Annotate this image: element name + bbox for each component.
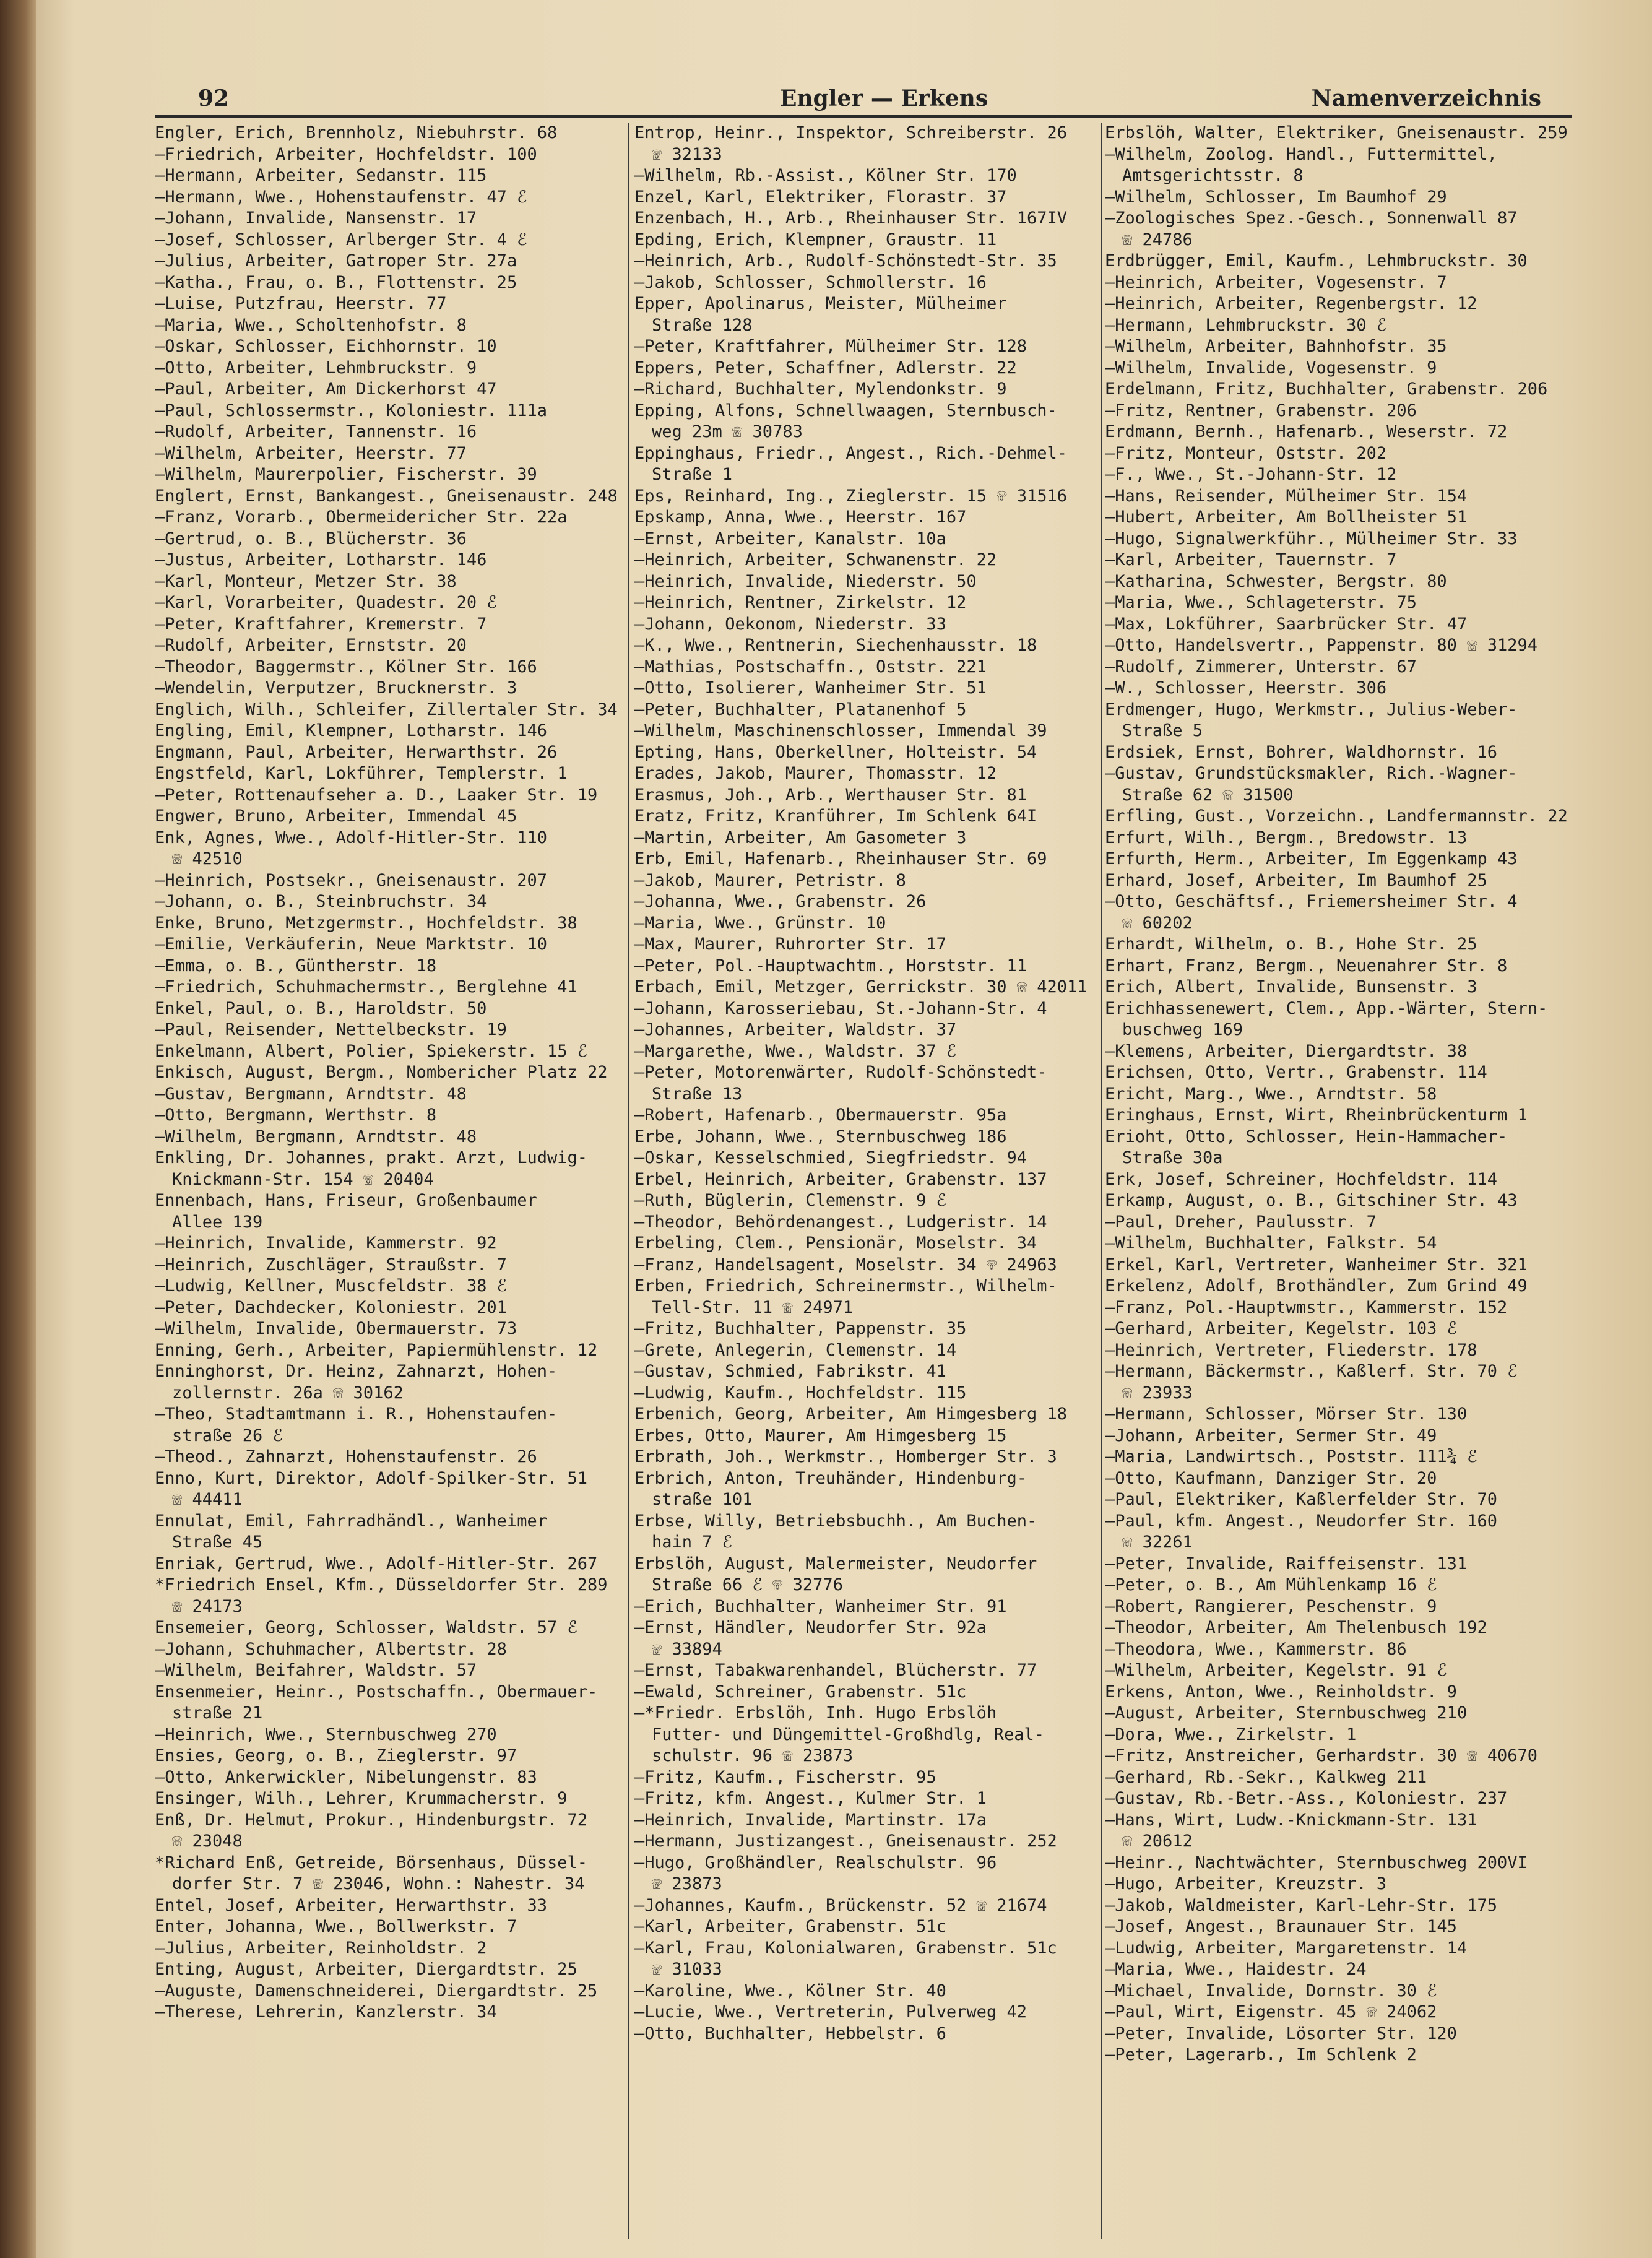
directory-entry: Erdbrügger, Emil, Kaufm., Lehmbruckstr. 30 — [1105, 251, 1528, 270]
directory-entry: ☏ 23933 — [1122, 1383, 1193, 1403]
directory-entry: Epper, Apolinarus, Meister, Mülheimer — [634, 294, 1007, 313]
directory-entry: Erbach, Emil, Metzger, Gerrickstr. 30 ☏ 42011 — [634, 977, 1088, 997]
directory-entry: Erhart, Franz, Bergm., Neuenahrer Str. 8 — [1105, 956, 1508, 975]
directory-entry: —Karl, Arbeiter, Grabenstr. 51c — [634, 1917, 946, 1936]
header-rule — [155, 115, 1572, 118]
directory-entry: —Karl, Monteur, Metzer Str. 38 — [155, 571, 457, 591]
directory-entry: Enk, Agnes, Wwe., Adolf-Hitler-Str. 110 — [155, 828, 547, 847]
directory-entry: Erfurt, Wilh., Bergm., Bredowstr. 13 — [1105, 828, 1468, 847]
directory-entry: —Hermann, Lehmbruckstr. 30 ℰ — [1105, 315, 1387, 335]
directory-entry: —Wilhelm, Beifahrer, Waldstr. 57 — [155, 1661, 477, 1680]
directory-entry: —Heinrich, Arbeiter, Regenbergstr. 12 — [1105, 294, 1477, 313]
directory-entry: —Otto, Arbeiter, Lehmbruckstr. 9 — [155, 358, 477, 378]
directory-entry: straße 26 ℰ — [172, 1425, 283, 1445]
directory-entry: —Friedrich, Arbeiter, Hochfeldstr. 100 — [155, 144, 537, 164]
directory-entry: —Otto, Handelsvertr., Pappenstr. 80 ☏ 31294 — [1105, 636, 1537, 655]
directory-entry: —Fritz, Buchhalter, Pappenstr. 35 — [634, 1319, 967, 1338]
directory-column-3 — [1105, 123, 1578, 2252]
directory-entry: —Hans, Reisender, Mülheimer Str. 154 — [1105, 486, 1468, 506]
directory-entry: —Paul, Dreher, Paulusstr. 7 — [1105, 1212, 1377, 1232]
directory-entry: —Gustav, Bergmann, Arndtstr. 48 — [155, 1084, 467, 1104]
directory-entry: —Katharina, Schwester, Bergstr. 80 — [1105, 571, 1447, 591]
directory-entry: schulstr. 96 ☏ 23873 — [652, 1746, 854, 1765]
directory-entry: —Julius, Arbeiter, Gatroper Str. 27a — [155, 251, 517, 270]
directory-entry: Eps, Reinhard, Ing., Zieglerstr. 15 ☏ 31516 — [634, 486, 1067, 506]
directory-entry: —Hermann, Arbeiter, Sedanstr. 115 — [155, 166, 487, 185]
directory-entry: ☏ 23048 — [172, 1832, 243, 1851]
directory-entry: —Wilhelm, Maschinenschlosser, Immendal 39 — [634, 721, 1047, 740]
directory-entry: Englich, Wilh., Schleifer, Zillertaler Str. 34 — [155, 699, 618, 719]
directory-entry: —Fritz, Kaufm., Fischerstr. 95 — [634, 1767, 936, 1787]
directory-entry: —Johann, Schuhmacher, Albertstr. 28 — [155, 1639, 507, 1659]
directory-entry: Enzenbach, H., Arb., Rheinhauser Str. 167IV — [634, 209, 1067, 228]
directory-entry: —Heinrich, Invalide, Martinstr. 17a — [634, 1810, 987, 1830]
directory-entry: Enriak, Gertrud, Wwe., Adolf-Hitler-Str. 267 — [155, 1554, 598, 1573]
directory-entry: *Richard Enß, Getreide, Börsenhaus, Düssel- — [155, 1853, 587, 1872]
page-number: 92 — [198, 85, 230, 111]
directory-entry: —Gerhard, Rb.-Sekr., Kalkweg 211 — [1105, 1767, 1427, 1787]
directory-entry: Erkamp, August, o. B., Gitschiner Str. 43 — [1105, 1191, 1518, 1210]
directory-column-2 — [634, 123, 1102, 2252]
directory-entry: Enzel, Karl, Elektriker, Florastr. 37 — [634, 187, 1007, 207]
directory-entry: Erbrich, Anton, Treuhänder, Hindenburg- — [634, 1468, 1027, 1488]
directory-entry: Englert, Ernst, Bankangest., Gneisenaustr. 248 — [155, 486, 618, 506]
running-title: Engler — Erkens — [780, 85, 988, 111]
directory-entry: —Johann, Invalide, Nansenstr. 17 — [155, 209, 477, 228]
directory-entry: Erdmenger, Hugo, Werkmstr., Julius-Weber- — [1105, 699, 1518, 719]
directory-entry: Erbeling, Clem., Pensionär, Moselstr. 34 — [634, 1234, 1037, 1253]
directory-entry: —Katha., Frau, o. B., Flottenstr. 25 — [155, 272, 517, 292]
directory-entry: —Wilhelm, Schlosser, Im Baumhof 29 — [1105, 187, 1447, 207]
directory-entry: —Paul, Elektriker, Kaßlerfelder Str. 70 — [1105, 1490, 1497, 1509]
directory-entry: —Emma, o. B., Güntherstr. 18 — [155, 956, 437, 975]
directory-entry: —Fritz, Rentner, Grabenstr. 206 — [1105, 400, 1417, 420]
directory-entry: Erkelenz, Adolf, Brothändler, Zum Grind 49 — [1105, 1276, 1528, 1296]
directory-entry: —Heinrich, Zuschläger, Straußstr. 7 — [155, 1255, 507, 1274]
directory-entry: —Wilhelm, Rb.-Assist., Kölner Str. 170 — [634, 166, 1017, 185]
directory-entry: Straße 128 — [652, 315, 753, 335]
directory-entry: Enno, Kurt, Direktor, Adolf-Spilker-Str. 51 — [155, 1468, 587, 1488]
directory-entry: —Luise, Putzfrau, Heerstr. 77 — [155, 294, 447, 313]
directory-entry: —Gustav, Schmied, Fabrikstr. 41 — [634, 1362, 946, 1381]
directory-entry: —Wilhelm, Arbeiter, Kegelstr. 91 ℰ — [1105, 1661, 1447, 1680]
directory-entry: Erbrath, Joh., Werkmstr., Homberger Str. 3 — [634, 1447, 1057, 1466]
directory-entry: —Heinrich, Invalide, Niederstr. 50 — [634, 571, 977, 591]
directory-entry: Enter, Johanna, Wwe., Bollwerkstr. 7 — [155, 1917, 517, 1936]
directory-entry: Enkisch, August, Bergm., Nombericher Platz 22 — [155, 1063, 608, 1082]
directory-entry: Enß, Dr. Helmut, Prokur., Hindenburgstr. 72 — [155, 1810, 587, 1830]
directory-entry: Straße 13 — [652, 1084, 743, 1104]
directory-entry: —Gertrud, o. B., Blücherstr. 36 — [155, 529, 467, 548]
directory-entry: —Ruth, Büglerin, Clemenstr. 9 ℰ — [634, 1191, 947, 1210]
directory-entry: ☏ 60202 — [1122, 913, 1193, 933]
directory-entry: —Theodor, Baggermstr., Kölner Str. 166 — [155, 657, 537, 677]
directory-entry: ☏ 32261 — [1122, 1533, 1193, 1552]
directory-entry: Erioht, Otto, Schlosser, Hein-Hammacher- — [1105, 1127, 1508, 1146]
directory-entry: —K., Wwe., Rentnerin, Siechenhausstr. 18 — [634, 636, 1037, 655]
directory-entry: —Oskar, Kesselschmied, Siegfriedstr. 94 — [634, 1148, 1027, 1167]
directory-entry: —Peter, o. B., Am Mühlenkamp 16 ℰ — [1105, 1575, 1437, 1594]
section-title: Namenverzeichnis — [1311, 85, 1541, 111]
directory-entry: Erb, Emil, Hafenarb., Rheinhauser Str. 69 — [634, 849, 1047, 868]
directory-entry: —Heinrich, Wwe., Sternbuschweg 270 — [155, 1724, 497, 1744]
directory-entry: Eppinghaus, Friedr., Angest., Rich.-Dehmel- — [634, 443, 1067, 463]
directory-entry: Erbslöh, Walter, Elektriker, Gneisenaustr. 259 — [1105, 123, 1568, 142]
directory-entry: Engmann, Paul, Arbeiter, Herwarthstr. 26 — [155, 742, 558, 762]
directory-entry: Enke, Bruno, Metzgermstr., Hochfeldstr. 38 — [155, 913, 577, 933]
directory-entry: —Heinrich, Arb., Rudolf-Schönstedt-Str. 35 — [634, 251, 1057, 270]
directory-entry: Erbse, Willy, Betriebsbuchh., Am Buchen- — [634, 1511, 1037, 1531]
directory-entry: —Peter, Rottenaufseher a. D., Laaker Str. 19 — [155, 785, 598, 805]
directory-entry: Straße 30a — [1122, 1148, 1223, 1167]
directory-entry: Enkling, Dr. Johannes, prakt. Arzt, Ludwig- — [155, 1148, 587, 1167]
directory-entry: ☏ 44411 — [172, 1490, 243, 1509]
directory-entry: —Paul, Schlossermstr., Koloniestr. 111a — [155, 400, 547, 420]
directory-entry: Entel, Josef, Arbeiter, Herwarthstr. 33 — [155, 1895, 547, 1915]
directory-entry: Straße 66 ℰ ☏ 32776 — [652, 1575, 843, 1594]
directory-entry: Tell-Str. 11 ☏ 24971 — [652, 1297, 854, 1317]
directory-entry: *Friedrich Ensel, Kfm., Düsseldorfer Str. 289 — [155, 1575, 608, 1594]
directory-entry: Erben, Friedrich, Schreinermstr., Wilhelm- — [634, 1276, 1057, 1296]
directory-entry: —Gustav, Grundstücksmakler, Rich.-Wagner- — [1105, 764, 1518, 783]
directory-entry: Erades, Jakob, Maurer, Thomasstr. 12 — [634, 764, 997, 783]
directory-entry: Erasmus, Joh., Arb., Werthauser Str. 81 — [634, 785, 1027, 805]
directory-entry: —Peter, Kraftfahrer, Kremerstr. 7 — [155, 614, 487, 634]
directory-entry: —Hermann, Schlosser, Mörser Str. 130 — [1105, 1404, 1468, 1424]
directory-entry: Erbes, Otto, Maurer, Am Himgesberg 15 — [634, 1425, 1007, 1445]
directory-entry: —Hermann, Wwe., Hohenstaufenstr. 47 ℰ — [155, 187, 527, 207]
directory-entry: —Ewald, Schreiner, Grabenstr. 51c — [634, 1682, 967, 1702]
directory-entry: Ensenmeier, Heinr., Postschaffn., Obermauer- — [155, 1682, 598, 1702]
directory-entry: Futter- und Düngemittel-Großhdlg, Real- — [652, 1724, 1044, 1744]
directory-entry: —Jakob, Waldmeister, Karl-Lehr-Str. 175 — [1105, 1895, 1497, 1915]
directory-entry: —Therese, Lehrerin, Kanzlerstr. 34 — [155, 2002, 497, 2022]
directory-entry: —Maria, Landwirtsch., Poststr. 111¾ ℰ — [1105, 1447, 1477, 1466]
directory-entry: —Ernst, Tabakwarenhandel, Blücherstr. 77 — [634, 1661, 1037, 1680]
directory-entry: —Jakob, Schlosser, Schmollerstr. 16 — [634, 272, 987, 292]
directory-entry: Entrop, Heinr., Inspektor, Schreiberstr. 26 — [634, 123, 1067, 142]
directory-entry: —August, Arbeiter, Sternbuschweg 210 — [1105, 1703, 1468, 1723]
directory-entry: —Karl, Vorarbeiter, Quadestr. 20 ℰ — [155, 593, 497, 612]
directory-entry: —Maria, Wwe., Scholtenhofstr. 8 — [155, 315, 467, 335]
directory-entry: —Karoline, Wwe., Kölner Str. 40 — [634, 1981, 946, 2001]
directory-entry: Erdelmann, Fritz, Buchhalter, Grabenstr. 206 — [1105, 379, 1548, 399]
directory-entry: —Hubert, Arbeiter, Am Bollheister 51 — [1105, 508, 1468, 527]
directory-entry: —Wilhelm, Maurerpolier, Fischerstr. 39 — [155, 465, 537, 484]
directory-entry: ☏ 42510 — [172, 849, 243, 868]
directory-entry: Erich, Albert, Invalide, Bunsenstr. 3 — [1105, 977, 1477, 997]
directory-entry: —Theodor, Behördenangest., Ludgeristr. 14 — [634, 1212, 1047, 1232]
directory-entry: —Wilhelm, Bergmann, Arndtstr. 48 — [155, 1127, 477, 1146]
directory-entry: —Theodor, Arbeiter, Am Thelenbusch 192 — [1105, 1618, 1487, 1637]
page-header — [155, 85, 1541, 116]
directory-entry: —Jakob, Maurer, Petristr. 8 — [634, 870, 906, 890]
directory-entry: —Klemens, Arbeiter, Diergardtstr. 38 — [1105, 1041, 1468, 1061]
directory-entry: Ensies, Georg, o. B., Zieglerstr. 97 — [155, 1746, 517, 1765]
directory-entry: —Ludwig, Kaufm., Hochfeldstr. 115 — [634, 1383, 967, 1403]
directory-entry: —Karl, Frau, Kolonialwaren, Grabenstr. 51c — [634, 1938, 1057, 1958]
directory-entry: —Dora, Wwe., Zirkelstr. 1 — [1105, 1724, 1357, 1744]
directory-entry: —Robert, Hafenarb., Obermauerstr. 95a — [634, 1105, 1007, 1125]
directory-entry: —Fritz, Anstreicher, Gerhardstr. 30 ☏ 40670 — [1105, 1746, 1537, 1765]
directory-entry: ☏ 24786 — [1122, 230, 1193, 249]
directory-entry: Engstfeld, Karl, Lokführer, Templerstr. 1 — [155, 764, 568, 783]
directory-entry: —Wilhelm, Zoolog. Handl., Futtermittel, — [1105, 144, 1497, 164]
directory-entry: —Fritz, Monteur, Oststr. 202 — [1105, 443, 1387, 463]
directory-entry: —Rudolf, Arbeiter, Tannenstr. 16 — [155, 422, 477, 441]
directory-entry: —Rudolf, Arbeiter, Ernststr. 20 — [155, 636, 467, 655]
directory-entry: —Paul, Arbeiter, Am Dickerhorst 47 — [155, 379, 497, 399]
directory-entry: —Grete, Anlegerin, Clemenstr. 14 — [634, 1340, 957, 1360]
directory-entry: —Karl, Arbeiter, Tauernstr. 7 — [1105, 550, 1397, 569]
directory-entry: —Heinr., Nachtwächter, Sternbuschweg 200VI — [1105, 1853, 1528, 1872]
directory-entry: —Margarethe, Wwe., Waldstr. 37 ℰ — [634, 1041, 957, 1061]
directory-entry: —Hugo, Signalwerkführ., Mülheimer Str. 33 — [1105, 529, 1518, 548]
directory-entry: Epting, Hans, Oberkellner, Holteistr. 54 — [634, 742, 1037, 762]
directory-entry: —Zoologisches Spez.-Gesch., Sonnenwall 87 — [1105, 209, 1518, 228]
directory-entry: —Oskar, Schlosser, Eichhornstr. 10 — [155, 337, 497, 356]
directory-entry: —Maria, Wwe., Grünstr. 10 — [634, 913, 886, 933]
directory-entry: —Ernst, Arbeiter, Kanalstr. 10a — [634, 529, 946, 548]
directory-entry: Erk, Josef, Schreiner, Hochfeldstr. 114 — [1105, 1169, 1497, 1189]
directory-entry: Enkelmann, Albert, Polier, Spiekerstr. 15 ℰ — [155, 1041, 588, 1061]
directory-entry: Eratz, Fritz, Kranführer, Im Schlenk 64I — [634, 807, 1037, 826]
directory-entry: Straße 5 — [1122, 721, 1203, 740]
directory-entry: Enninghorst, Dr. Heinz, Zahnarzt, Hohen- — [155, 1362, 558, 1381]
directory-entry: —Michael, Invalide, Dornstr. 30 ℰ — [1105, 1981, 1437, 2001]
directory-entry: hain 7 ℰ — [652, 1533, 733, 1552]
directory-entry: —Johanna, Wwe., Grabenstr. 26 — [634, 892, 927, 911]
book-spine-shadow — [0, 0, 36, 2258]
directory-entry: —Friedrich, Schuhmachermstr., Berglehne 41 — [155, 977, 577, 997]
directory-entry: Erbe, Johann, Wwe., Sternbuschweg 186 — [634, 1127, 1007, 1146]
directory-entry: Erfling, Gust., Vorzeichn., Landfermannstr. 22 — [1105, 807, 1568, 826]
directory-entry: —Robert, Rangierer, Peschenstr. 9 — [1105, 1596, 1437, 1616]
directory-entry: Erbslöh, August, Malermeister, Neudorfer — [634, 1554, 1037, 1573]
directory-entry: —Max, Lokführer, Saarbrücker Str. 47 — [1105, 614, 1468, 634]
directory-entry: straße 21 — [172, 1703, 263, 1723]
directory-entry: —Gerhard, Arbeiter, Kegelstr. 103 ℰ — [1105, 1319, 1458, 1338]
directory-entry: —Johannes, Arbeiter, Waldstr. 37 — [634, 1020, 957, 1039]
directory-entry: Erhard, Josef, Arbeiter, Im Baumhof 25 — [1105, 870, 1487, 890]
directory-entry: —Heinrich, Vertreter, Fliederstr. 178 — [1105, 1340, 1477, 1360]
directory-entry: —Paul, kfm. Angest., Neudorfer Str. 160 — [1105, 1511, 1497, 1531]
directory-entry: —Johann, Arbeiter, Sermer Str. 49 — [1105, 1425, 1437, 1445]
directory-entry: ☏ 20612 — [1122, 1832, 1193, 1851]
directory-entry: Engler, Erich, Brennholz, Niebuhrstr. 68 — [155, 123, 558, 142]
directory-entry: ☏ 33894 — [652, 1639, 722, 1659]
directory-entry: —Theodora, Wwe., Kammerstr. 86 — [1105, 1639, 1407, 1659]
directory-entry: —Theod., Zahnarzt, Hohenstaufenstr. 26 — [155, 1447, 537, 1466]
directory-entry: ☏ 24173 — [172, 1596, 243, 1616]
directory-entry: —Max, Maurer, Ruhrorter Str. 17 — [634, 935, 946, 954]
directory-column-1 — [155, 123, 622, 2252]
directory-entry: —Otto, Ankerwickler, Nibelungenstr. 83 — [155, 1767, 537, 1787]
directory-entry: Straße 45 — [172, 1533, 263, 1552]
directory-entry: —Johann, Oekonom, Niederstr. 33 — [634, 614, 946, 634]
directory-entry: buschweg 169 — [1122, 1020, 1243, 1039]
directory-entry: —Martin, Arbeiter, Am Gasometer 3 — [634, 828, 967, 847]
directory-entry: —Peter, Motorenwärter, Rudolf-Schönstedt- — [634, 1063, 1047, 1082]
directory-entry: —Fritz, kfm. Angest., Kulmer Str. 1 — [634, 1789, 987, 1808]
directory-entry: —F., Wwe., St.-Johann-Str. 12 — [1105, 465, 1397, 484]
directory-entry: —Richard, Buchhalter, Mylendonkstr. 9 — [634, 379, 1007, 399]
directory-entry: Erdmann, Bernh., Hafenarb., Weserstr. 72 — [1105, 422, 1508, 441]
directory-entry: —Franz, Handelsagent, Moselstr. 34 ☏ 24963 — [634, 1255, 1057, 1274]
directory-entry: —Gustav, Rb.-Betr.-Ass., Koloniestr. 237 — [1105, 1789, 1508, 1808]
directory-entry: —Peter, Buchhalter, Platanenhof 5 — [634, 699, 967, 719]
directory-entry: —Auguste, Damenschneiderei, Diergardtstr. 25 — [155, 1981, 598, 2001]
directory-entry: Epding, Erich, Klempner, Graustr. 11 — [634, 230, 997, 249]
directory-entry: Allee 139 — [172, 1212, 263, 1232]
directory-entry: —*Friedr. Erbslöh, Inh. Hugo Erbslöh — [634, 1703, 997, 1723]
directory-entry: Amtsgerichtsstr. 8 — [1122, 166, 1304, 185]
directory-entry: Erbenich, Georg, Arbeiter, Am Himgesberg 18 — [634, 1404, 1067, 1424]
directory-entry: Knickmann-Str. 154 ☏ 20404 — [172, 1169, 434, 1189]
directory-entry: —Josef, Schlosser, Arlberger Str. 4 ℰ — [155, 230, 527, 249]
directory-entry: —Heinrich, Invalide, Kammerstr. 92 — [155, 1234, 497, 1253]
directory-entry: —Theo, Stadtamtmann i. R., Hohenstaufen- — [155, 1404, 558, 1424]
directory-entry: —Johann, o. B., Steinbruchstr. 34 — [155, 892, 487, 911]
directory-entry: weg 23m ☏ 30783 — [652, 422, 803, 441]
directory-entry: —Otto, Isolierer, Wanheimer Str. 51 — [634, 678, 987, 698]
directory-entry: —Hugo, Arbeiter, Kreuzstr. 3 — [1105, 1874, 1387, 1893]
directory-entry: Erfurth, Herm., Arbeiter, Im Eggenkamp 43 — [1105, 849, 1518, 868]
directory-entry: zollernstr. 26a ☏ 30162 — [172, 1383, 404, 1403]
directory-entry: Enkel, Paul, o. B., Haroldstr. 50 — [155, 998, 487, 1018]
directory-entry: Straße 62 ☏ 31500 — [1122, 785, 1294, 805]
directory-entry: Ennulat, Emil, Fahrradhändl., Wanheimer — [155, 1511, 547, 1531]
directory-entry: Epskamp, Anna, Wwe., Heerstr. 167 — [634, 508, 967, 527]
directory-entry: —Wilhelm, Buchhalter, Falkstr. 54 — [1105, 1234, 1437, 1253]
directory-entry: —Franz, Pol.-Hauptwmstr., Kammerstr. 152 — [1105, 1297, 1508, 1317]
directory-entry: —Peter, Lagerarb., Im Schlenk 2 — [1105, 2045, 1417, 2064]
directory-entry: —Maria, Wwe., Haidestr. 24 — [1105, 1960, 1367, 1979]
directory-entry: ☏ 23873 — [652, 1874, 722, 1893]
directory-entry: Erbel, Heinrich, Arbeiter, Grabenstr. 137 — [634, 1169, 1047, 1189]
directory-entry: straße 101 — [652, 1490, 753, 1509]
directory-entry: Engwer, Bruno, Arbeiter, Immendal 45 — [155, 807, 517, 826]
directory-entry: Engling, Emil, Klempner, Lotharstr. 146 — [155, 721, 547, 740]
directory-entry: —Peter, Kraftfahrer, Mülheimer Str. 128 — [634, 337, 1027, 356]
directory-entry: Enning, Gerh., Arbeiter, Papiermühlenstr. 12 — [155, 1340, 598, 1360]
directory-entry: —Hermann, Bäckermstr., Kaßlerf. Str. 70 ℰ — [1105, 1362, 1518, 1381]
directory-entry: —W., Schlosser, Heerstr. 306 — [1105, 678, 1387, 698]
column-divider — [628, 123, 629, 2239]
directory-entry: dorfer Str. 7 ☏ 23046, Wohn.: Nahestr. 34 — [172, 1874, 585, 1893]
directory-entry: —Emilie, Verkäuferin, Neue Marktstr. 10 — [155, 935, 547, 954]
directory-entry: —Johann, Karosseriebau, St.-Johann-Str. 4 — [634, 998, 1047, 1018]
directory-entry: —Franz, Vorarb., Obermeidericher Str. 22a — [155, 508, 568, 527]
directory-entry: —Peter, Dachdecker, Koloniestr. 201 — [155, 1297, 507, 1317]
directory-entry: —Heinrich, Rentner, Zirkelstr. 12 — [634, 593, 967, 612]
directory-entry: —Wendelin, Verputzer, Brucknerstr. 3 — [155, 678, 517, 698]
directory-entry: Eppers, Peter, Schaffner, Adlerstr. 22 — [634, 358, 1017, 378]
directory-entry: —Wilhelm, Arbeiter, Heerstr. 77 — [155, 443, 467, 463]
directory-entry: Straße 1 — [652, 465, 733, 484]
directory-entry: —Heinrich, Arbeiter, Vogesenstr. 7 — [1105, 272, 1447, 292]
directory-entry: Enting, August, Arbeiter, Diergardtstr. 25 — [155, 1960, 577, 1979]
directory-entry: —Erich, Buchhalter, Wanheimer Str. 91 — [634, 1596, 1007, 1616]
directory-entry: Erichhassenewert, Clem., App.-Wärter, Stern- — [1105, 998, 1548, 1018]
directory-entry: —Julius, Arbeiter, Reinholdstr. 2 — [155, 1938, 487, 1958]
directory-entry: —Wilhelm, Invalide, Vogesenstr. 9 — [1105, 358, 1437, 378]
directory-entry: —Peter, Invalide, Lösorter Str. 120 — [1105, 2023, 1457, 2043]
directory-entry: —Maria, Wwe., Schlageterstr. 75 — [1105, 593, 1417, 612]
directory-entry: —Johannes, Kaufm., Brückenstr. 52 ☏ 21674 — [634, 1895, 1047, 1915]
directory-entry: ☏ 32133 — [652, 144, 722, 164]
directory-entry: Ennenbach, Hans, Friseur, Großenbaumer — [155, 1191, 537, 1210]
directory-entry: Erkens, Anton, Wwe., Reinholdstr. 9 — [1105, 1682, 1457, 1702]
directory-entry: —Otto, Buchhalter, Hebbelstr. 6 — [634, 2023, 946, 2043]
directory-entry: —Paul, Wirt, Eigenstr. 45 ☏ 24062 — [1105, 2002, 1437, 2022]
directory-entry: —Heinrich, Arbeiter, Schwanenstr. 22 — [634, 550, 997, 569]
directory-entry: —Otto, Bergmann, Werthstr. 8 — [155, 1105, 437, 1125]
directory-entry: Ensinger, Wilh., Lehrer, Krummacherstr. 9 — [155, 1789, 568, 1808]
directory-entry: —Ludwig, Kellner, Muscfeldstr. 38 ℰ — [155, 1276, 508, 1296]
directory-entry: —Ernst, Händler, Neudorfer Str. 92a — [634, 1618, 987, 1637]
directory-entry: —Peter, Pol.-Hauptwachtm., Horststr. 11 — [634, 956, 1027, 975]
directory-entry: Epping, Alfons, Schnellwaagen, Sternbusch- — [634, 400, 1057, 420]
directory-entry: Erichsen, Otto, Vertr., Grabenstr. 114 — [1105, 1063, 1487, 1082]
directory-entry: Erdsiek, Ernst, Bohrer, Waldhornstr. 16 — [1105, 742, 1497, 762]
directory-entry: —Ludwig, Arbeiter, Margaretenstr. 14 — [1105, 1938, 1468, 1958]
directory-entry: —Josef, Angest., Braunauer Str. 145 — [1105, 1917, 1457, 1936]
directory-entry: —Wilhelm, Arbeiter, Bahnhofstr. 35 — [1105, 337, 1447, 356]
directory-entry: Eringhaus, Ernst, Wirt, Rheinbrückenturm 1 — [1105, 1105, 1528, 1125]
directory-entry: Ensemeier, Georg, Schlosser, Waldstr. 57 ℰ — [155, 1618, 577, 1637]
directory-entry: Erkel, Karl, Vertreter, Wanheimer Str. 321 — [1105, 1255, 1528, 1274]
directory-entry: —Lucie, Wwe., Vertreterin, Pulverweg 42 — [634, 2002, 1027, 2022]
directory-entry: —Hans, Wirt, Ludw.-Knickmann-Str. 131 — [1105, 1810, 1477, 1830]
directory-entry: —Paul, Reisender, Nettelbeckstr. 19 — [155, 1020, 507, 1039]
directory-entry: —Otto, Kaufmann, Danziger Str. 20 — [1105, 1468, 1437, 1488]
directory-entry: —Peter, Invalide, Raiffeisenstr. 131 — [1105, 1554, 1468, 1573]
directory-entry: —Justus, Arbeiter, Lotharstr. 146 — [155, 550, 487, 569]
directory-entry: —Hugo, Großhändler, Realschulstr. 96 — [634, 1853, 997, 1872]
directory-entry: Ericht, Marg., Wwe., Arndtstr. 58 — [1105, 1084, 1437, 1104]
directory-entry: —Rudolf, Zimmerer, Unterstr. 67 — [1105, 657, 1417, 677]
directory-entry: Erhardt, Wilhelm, o. B., Hohe Str. 25 — [1105, 935, 1477, 954]
directory-entry: —Otto, Geschäftsf., Friemersheimer Str. 4 — [1105, 892, 1518, 911]
directory-entry: ☏ 31033 — [652, 1960, 722, 1979]
directory-entry: —Heinrich, Postsekr., Gneisenaustr. 207 — [155, 870, 547, 890]
directory-entry: —Mathias, Postschaffn., Oststr. 221 — [634, 657, 987, 677]
directory-entry: —Wilhelm, Invalide, Obermauerstr. 73 — [155, 1319, 517, 1338]
directory-entry: —Hermann, Justizangest., Gneisenaustr. 252 — [634, 1832, 1057, 1851]
